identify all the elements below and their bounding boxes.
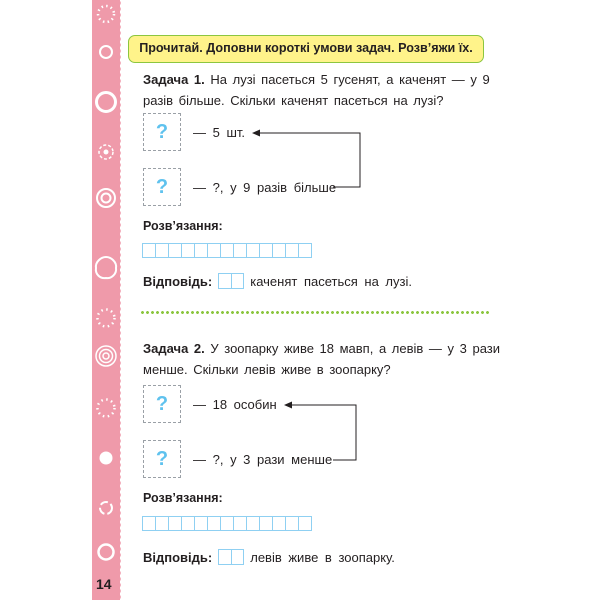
solution-cell[interactable] bbox=[168, 243, 182, 258]
task2-condition-2: — ?, у 3 рази менше bbox=[193, 452, 333, 467]
dot-ornament bbox=[97, 449, 115, 467]
task1-answer-box[interactable] bbox=[218, 273, 244, 289]
task1-answer-text: каченят пасеться на лузі. bbox=[250, 273, 412, 289]
solution-cell[interactable] bbox=[194, 516, 208, 531]
task2-title: Задача 2. bbox=[143, 341, 205, 356]
task1-condition-1: — 5 шт. bbox=[193, 125, 246, 140]
dotted-circle-ornament bbox=[94, 306, 118, 330]
dotted-separator bbox=[140, 311, 490, 314]
solution-cell[interactable] bbox=[168, 516, 182, 531]
solution-cell[interactable] bbox=[207, 243, 221, 258]
solution-cell[interactable] bbox=[233, 243, 247, 258]
task2-answer-text: левів живе в зоопарку. bbox=[250, 549, 395, 565]
solution-cell[interactable] bbox=[220, 243, 234, 258]
solution-cell[interactable] bbox=[246, 243, 260, 258]
solution-cell[interactable] bbox=[298, 516, 312, 531]
concentric-ring-ornament bbox=[93, 343, 119, 369]
solution-cell[interactable] bbox=[181, 516, 195, 531]
dotted-circle-ornament bbox=[95, 3, 117, 25]
task1-solution-cells[interactable] bbox=[142, 243, 311, 257]
solution-cell[interactable] bbox=[298, 243, 312, 258]
task1-answer-row bbox=[143, 273, 412, 289]
task2-answer-label: Відповідь: bbox=[143, 549, 213, 565]
solution-cell[interactable] bbox=[272, 243, 286, 258]
flower-ornament bbox=[95, 141, 117, 163]
ring-ornament bbox=[95, 541, 117, 563]
swirl-ornament bbox=[96, 498, 116, 518]
solution-cell[interactable] bbox=[194, 243, 208, 258]
task2-answer-box[interactable] bbox=[218, 549, 244, 565]
solution-cell[interactable] bbox=[181, 243, 195, 258]
solution-cell[interactable] bbox=[233, 516, 247, 531]
solution-cell[interactable] bbox=[272, 516, 286, 531]
blob-ornament bbox=[92, 254, 120, 282]
task2-question-box-1[interactable]: ? bbox=[143, 385, 181, 423]
instruction-banner: Прочитай. Доповни короткі умови задач. Розв’яжи їх. bbox=[128, 35, 484, 63]
solution-cell[interactable] bbox=[207, 516, 221, 531]
solution-cell[interactable] bbox=[155, 516, 169, 531]
solution-cell[interactable] bbox=[259, 516, 273, 531]
task1-body: На лузі пасеться 5 гусенят, а каченят — у 9 разів більше. Скільки каченят пасеться на лузі? bbox=[143, 72, 490, 108]
solution-cell[interactable] bbox=[142, 516, 156, 531]
solution-cell[interactable] bbox=[220, 516, 234, 531]
task2-body: У зоопарку живе 18 мавп, а левів — у 3 рази менше. Скільки левів живе в зоопарку? bbox=[143, 341, 501, 377]
task2-condition-1: — 18 особин bbox=[193, 397, 277, 412]
solution-cell[interactable] bbox=[285, 516, 299, 531]
task1-title: Задача 1. bbox=[143, 72, 205, 87]
task1-question-box-2[interactable]: ? bbox=[143, 168, 181, 206]
task1-question-box-1[interactable]: ? bbox=[143, 113, 181, 151]
solution-cell[interactable] bbox=[155, 243, 169, 258]
page-number: 14 bbox=[96, 576, 112, 592]
dotted-circle-ornament bbox=[94, 396, 118, 420]
task1-answer-label: Відповідь: bbox=[143, 273, 213, 289]
ring-ornament bbox=[93, 89, 119, 115]
double-ring-ornament bbox=[94, 186, 118, 210]
task1-condition-2: — ?, у 9 разів більше bbox=[193, 180, 337, 195]
task1-text bbox=[143, 70, 503, 111]
task2-text bbox=[143, 339, 503, 380]
solution-cell[interactable] bbox=[259, 243, 273, 258]
solution-cell[interactable] bbox=[285, 243, 299, 258]
task2-question-box-2[interactable]: ? bbox=[143, 440, 181, 478]
task2-solution-cells[interactable] bbox=[142, 516, 311, 530]
task2-solution-label: Розв’язання: bbox=[143, 491, 223, 505]
task1-solution-label: Розв’язання: bbox=[143, 219, 223, 233]
solution-cell[interactable] bbox=[246, 516, 260, 531]
task2-answer-row bbox=[143, 549, 395, 565]
ring-ornament bbox=[97, 43, 115, 61]
solution-cell[interactable] bbox=[142, 243, 156, 258]
